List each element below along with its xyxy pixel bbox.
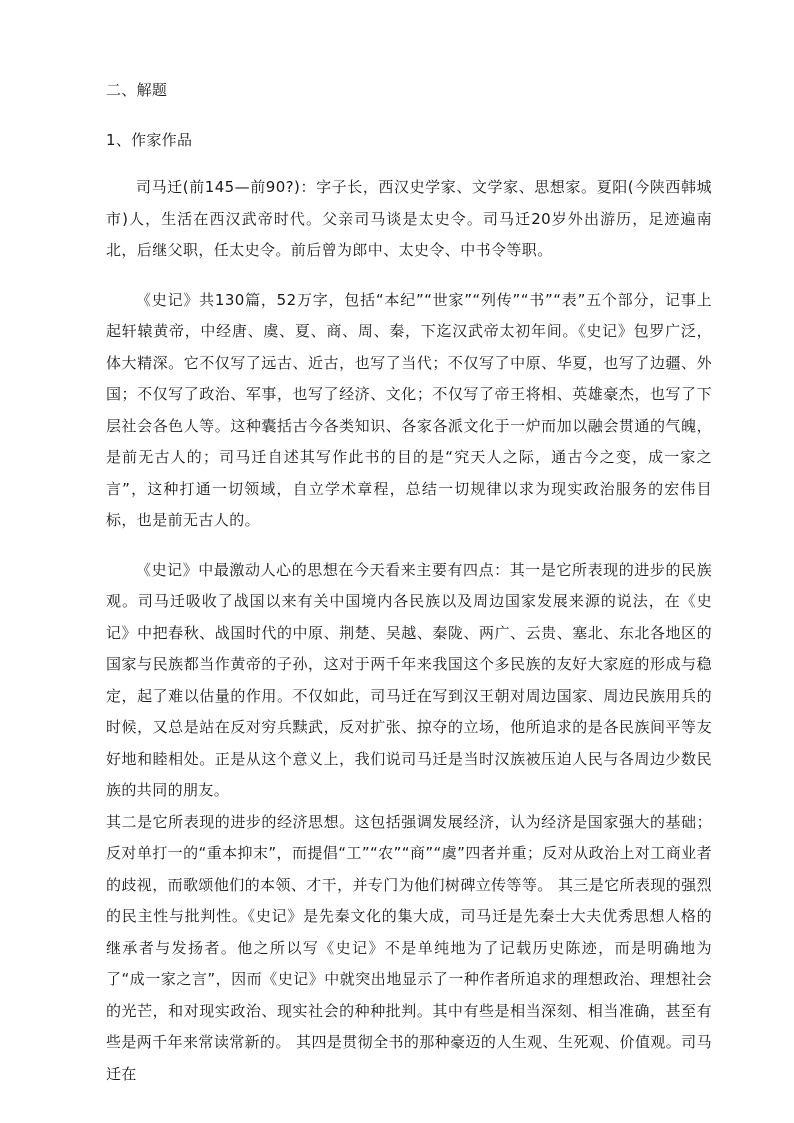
paragraph-shiji-overview: 《史记》共130篇，52万字，包括“本纪”“世家”“列传”“书”“表”五个部分，记事上起轩辕黄帝，中经唐、虞、夏、商、周、秦，下迄汉武帝太初年间。《史记》包罗广泛，体大精深。它不仅写了远古、近古，也写了当代；不仅写了中原、华夏，也写了边疆、外国；不仅写了政治、军事，也写了经济、文化；不仅写了帝王将相、英雄豪杰，也写了下层社会各色人等。这种囊括古今各类知识、各家各派文化于一炉而加以融会贯通的气魄，是前无古人的；司马迁自述其写作此书的目的是“究天人之际，通古今之变，成一家之言”，这种打通一切领域，自立学术章程，总结一切规律以求为现实政治服务的宏伟目标，也是前无古人的。 — [106, 290, 712, 529]
paragraph-shiji-thought-1: 《史记》中最激动人心的思想在今天看来主要有四点：其一是它所表现的进步的民族观。司马迁吸收了战国以来有关中国境内各民族以及周边国家发展来源的说法，在《史记》中把春秋、战国时代的中原、荆楚、吴越、秦陇、两广、云贵、塞北、东北各地区的国家与民族都当作黄帝的子孙，这对于两千年来我国这个多民族的友好大家庭的形成与稳定，起了难以估量的作用。不仅如此，司马迁在写到汉王朝对周边国家、周边民族用兵的时候，又总是站在反对穷兵黩武，反对扩张、掠夺的立场，他所追求的是各民族间平等友好地和睦相处。正是从这个意义上，我们说司马迁是当时汉族被压迫人民与各周边少数民族的共同的朋友。 — [106, 560, 712, 799]
subsection-title: 1、作家作品 — [106, 131, 193, 149]
document-body — [106, 78, 712, 1090]
paragraph-author-bio: 司马迁(前145—前90?)：字子长，西汉史学家、文学家、思想家。夏阳(今陕西韩城市)人，生活在西汉武帝时代。父亲司马谈是太史令。司马迁20岁外出游历，足迹遍南北，后继父职，任太史令。前后曾为郎中、太史令、中书令等职。 — [106, 178, 712, 259]
paragraph-shiji-thought-2: 其二是它所表现的进步的经济思想。这包括强调发展经济，认为经济是国家强大的基础；反对单打一的“重本抑末”，而提倡“工”“农”“商”“虞”四者并重；反对从政治上对工商业者的歧视，而歌颂他们的本领、才干，并专门为他们树碑立传等等。 其三是它所表现的强烈的民主性与批判性。《史记》是先秦文化的集大成，司马迁是先秦士大夫优秀思想人格的继承者与发扬者。他之所以写《史记》不是单纯地为了记载历史陈迹，而是明确地为了“成一家之言”，因而《史记》中就突出地显示了一种作者所追求的理想政治、理想社会的光芒，和对现实政治、现实社会的种种批判。其中有些是相当深刻、相当准确，甚至有些是两千年来常读常新的。 其四是贯彻全书的那种豪迈的人生观、生死观、价值观。司马迁在 — [106, 812, 712, 1083]
section-title: 二、解题 — [106, 81, 168, 99]
